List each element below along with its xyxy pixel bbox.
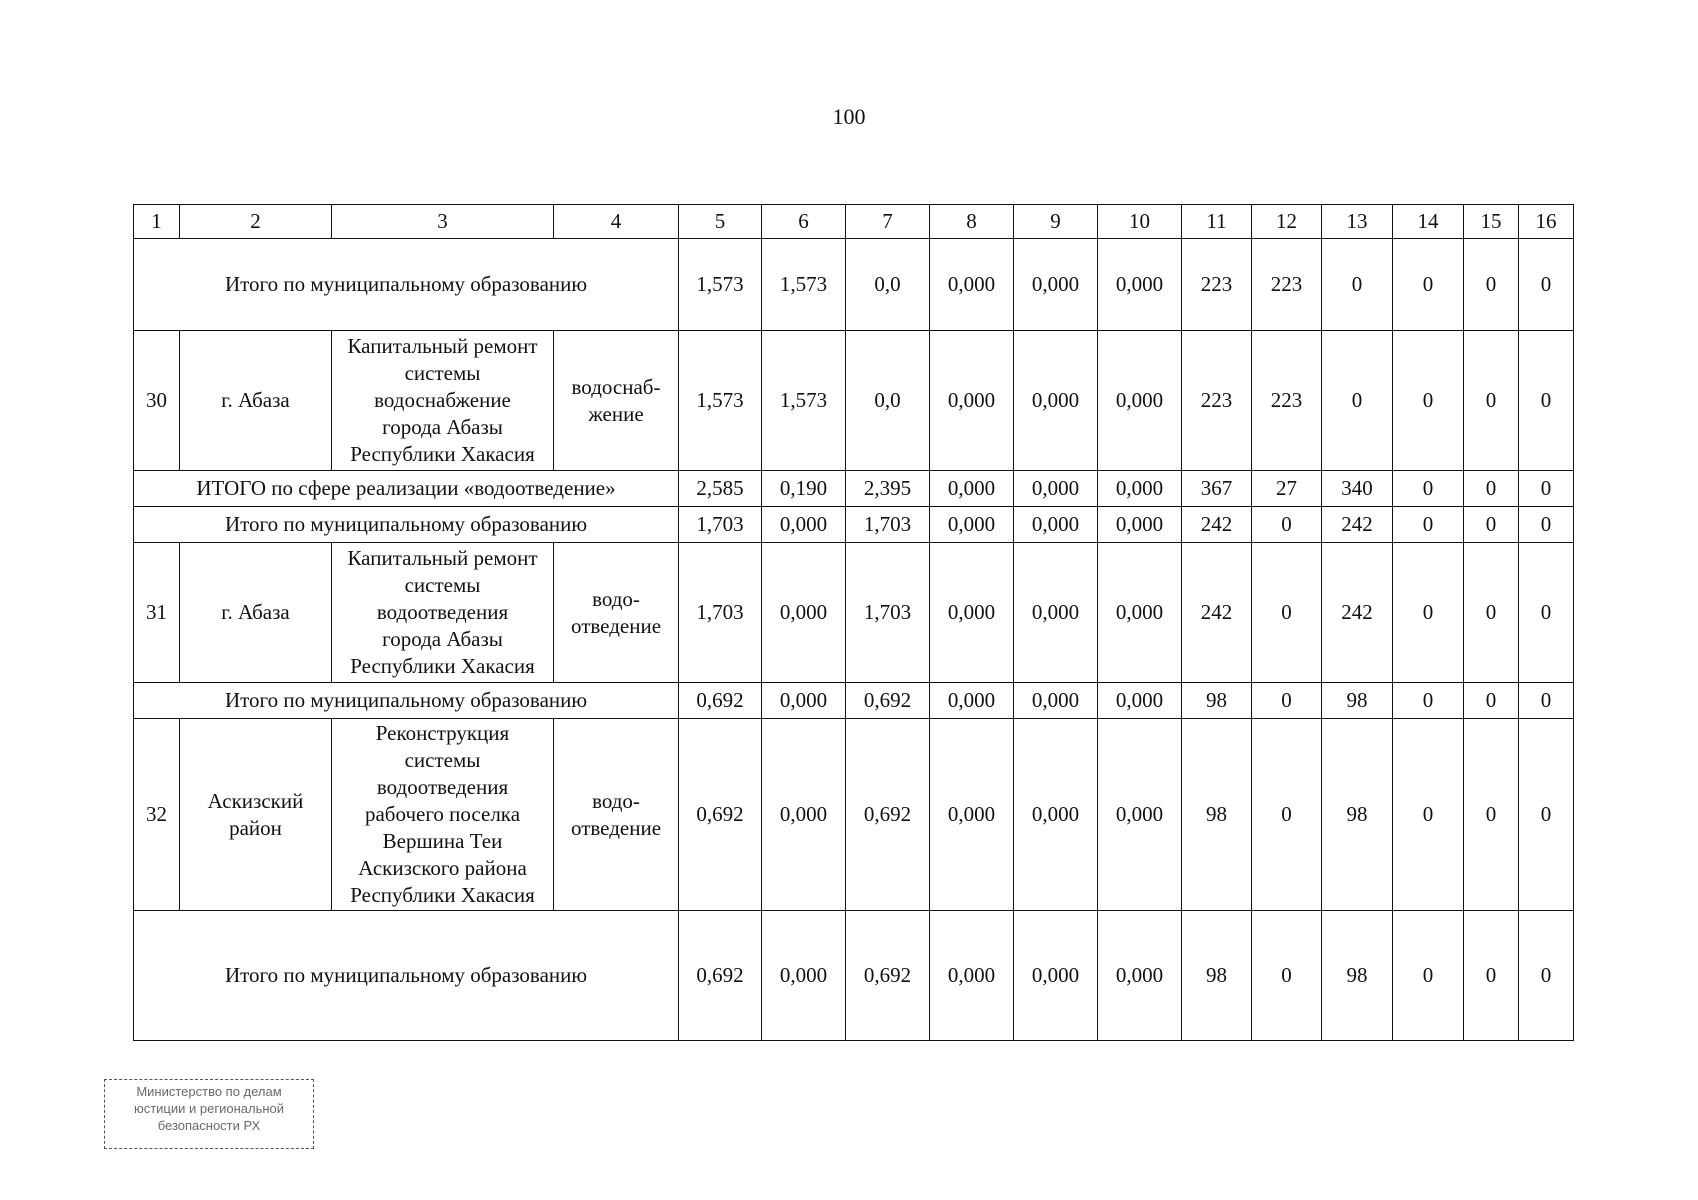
location-cell: г. Абаза xyxy=(180,543,332,683)
value-cell: 1,703 xyxy=(846,507,930,543)
column-number: 15 xyxy=(1464,205,1519,239)
value-cell: 1,573 xyxy=(679,331,762,471)
value-cell: 0,000 xyxy=(762,683,846,719)
value-cell: 367 xyxy=(1182,471,1252,507)
value-cell: 0 xyxy=(1464,911,1519,1041)
value-cell: 0,000 xyxy=(762,719,846,911)
value-cell: 0 xyxy=(1464,239,1519,331)
subtotal-row xyxy=(134,507,1574,543)
location-line: район xyxy=(229,815,282,840)
value-cell: 0,692 xyxy=(846,911,930,1041)
value-cell: 0 xyxy=(1464,719,1519,911)
value-cell: 98 xyxy=(1322,683,1393,719)
project-line: рабочего поселка xyxy=(364,802,521,826)
column-number: 14 xyxy=(1393,205,1464,239)
value-cell: 0,000 xyxy=(1098,543,1182,683)
value-cell: 0,000 xyxy=(930,911,1014,1041)
value-cell: 223 xyxy=(1182,239,1252,331)
value-cell: 223 xyxy=(1252,239,1322,331)
column-number: 8 xyxy=(930,205,1014,239)
value-cell: 0,000 xyxy=(1098,331,1182,471)
value-cell: 0,692 xyxy=(846,719,930,911)
value-cell: 223 xyxy=(1182,331,1252,471)
project-line: Республики Хакасия xyxy=(350,442,535,466)
project-line: системы xyxy=(404,748,481,772)
sphere-cell xyxy=(554,331,679,471)
project-line: Реконструкция xyxy=(375,721,510,745)
project-row xyxy=(134,331,1574,471)
value-cell: 0 xyxy=(1393,683,1464,719)
value-cell: 0 xyxy=(1464,331,1519,471)
column-number: 12 xyxy=(1252,205,1322,239)
value-cell: 0,000 xyxy=(930,331,1014,471)
project-row xyxy=(134,719,1574,911)
value-cell: 98 xyxy=(1322,719,1393,911)
column-number: 5 xyxy=(679,205,762,239)
value-cell: 98 xyxy=(1182,911,1252,1041)
value-cell: 0,000 xyxy=(930,239,1014,331)
sphere-cell xyxy=(554,543,679,683)
value-cell: 0 xyxy=(1252,507,1322,543)
page-number: 100 xyxy=(832,104,866,129)
value-cell: 98 xyxy=(1182,719,1252,911)
row-number: 30 xyxy=(134,331,180,471)
project-line: водоотведения xyxy=(376,600,509,624)
project-line: Вершина Теи xyxy=(382,829,503,853)
location-cell: г. Абаза xyxy=(180,331,332,471)
subtotal-row xyxy=(134,683,1574,719)
value-cell: 98 xyxy=(1322,911,1393,1041)
project-line: Республики Хакасия xyxy=(350,654,535,678)
column-number: 1 xyxy=(134,205,180,239)
value-cell: 0,000 xyxy=(930,471,1014,507)
value-cell: 0,000 xyxy=(1098,911,1182,1041)
value-cell: 0,000 xyxy=(930,683,1014,719)
location-line: Аскизский xyxy=(207,788,304,813)
column-number: 3 xyxy=(332,205,554,239)
value-cell: 0,000 xyxy=(1014,683,1098,719)
value-cell: 0,692 xyxy=(679,719,762,911)
column-number: 11 xyxy=(1182,205,1252,239)
column-number: 6 xyxy=(762,205,846,239)
value-cell: 0,0 xyxy=(846,331,930,471)
column-number: 4 xyxy=(554,205,679,239)
value-cell: 0,000 xyxy=(1014,471,1098,507)
value-cell: 0 xyxy=(1519,239,1574,331)
location-cell xyxy=(180,719,332,911)
value-cell: 0,692 xyxy=(846,683,930,719)
value-cell: 0,190 xyxy=(762,471,846,507)
value-cell: 0 xyxy=(1519,331,1574,471)
value-cell: 0 xyxy=(1519,911,1574,1041)
project-line: системы xyxy=(404,361,481,385)
value-cell: 0,000 xyxy=(1014,507,1098,543)
value-cell: 223 xyxy=(1252,331,1322,471)
sphere-line: жение xyxy=(588,401,644,426)
row-label: Итого по муниципальному образованию xyxy=(134,239,679,331)
value-cell: 0,000 xyxy=(762,543,846,683)
value-cell: 0,000 xyxy=(1098,471,1182,507)
value-cell: 27 xyxy=(1252,471,1322,507)
value-cell: 0,000 xyxy=(1014,239,1098,331)
value-cell: 0,000 xyxy=(1014,331,1098,471)
project-line: города Абазы xyxy=(382,627,503,651)
value-cell: 0,0 xyxy=(846,239,930,331)
row-label: ИТОГО по сфере реализации «водоотведение» xyxy=(134,471,679,507)
project-line: водоснабжение xyxy=(374,388,511,412)
value-cell: 2,585 xyxy=(679,471,762,507)
row-label: Итого по муниципальному образованию xyxy=(134,683,679,719)
value-cell: 1,703 xyxy=(846,543,930,683)
value-cell: 0,000 xyxy=(930,507,1014,543)
value-cell: 0 xyxy=(1393,911,1464,1041)
value-cell: 0,000 xyxy=(1014,719,1098,911)
project-cell xyxy=(332,719,554,911)
project-line: Республики Хакасия xyxy=(350,883,535,907)
column-number: 2 xyxy=(180,205,332,239)
value-cell: 2,395 xyxy=(846,471,930,507)
sphere-line: водо- xyxy=(592,788,640,813)
header-row xyxy=(134,205,1574,239)
value-cell: 0,692 xyxy=(679,911,762,1041)
value-cell: 0 xyxy=(1393,507,1464,543)
value-cell: 0,000 xyxy=(1098,683,1182,719)
value-cell: 0 xyxy=(1519,507,1574,543)
value-cell: 0 xyxy=(1322,239,1393,331)
subtotal-row xyxy=(134,911,1574,1041)
value-cell: 0 xyxy=(1519,543,1574,683)
sphere-line: отведение xyxy=(570,815,662,840)
value-cell: 242 xyxy=(1182,507,1252,543)
value-cell: 242 xyxy=(1322,507,1393,543)
sphere-cell xyxy=(554,719,679,911)
value-cell: 0 xyxy=(1252,683,1322,719)
stamp-line: юстиции и региональной xyxy=(133,1101,285,1116)
value-cell: 0 xyxy=(1464,683,1519,719)
value-cell: 0 xyxy=(1252,543,1322,683)
value-cell: 0,692 xyxy=(679,683,762,719)
column-number: 13 xyxy=(1322,205,1393,239)
ministry-stamp xyxy=(104,1079,314,1149)
value-cell: 1,703 xyxy=(679,543,762,683)
value-cell: 242 xyxy=(1322,543,1393,683)
value-cell: 1,573 xyxy=(762,331,846,471)
value-cell: 0 xyxy=(1252,911,1322,1041)
value-cell: 0 xyxy=(1464,471,1519,507)
value-cell: 0 xyxy=(1464,507,1519,543)
value-cell: 0,000 xyxy=(1098,239,1182,331)
project-line: Капитальный ремонт xyxy=(347,546,538,570)
data-table xyxy=(133,204,1574,1041)
sphere-line: водо- xyxy=(592,586,640,611)
project-line: системы xyxy=(404,573,481,597)
value-cell: 98 xyxy=(1182,683,1252,719)
value-cell: 340 xyxy=(1322,471,1393,507)
value-cell: 0,000 xyxy=(1098,719,1182,911)
value-cell: 0 xyxy=(1519,471,1574,507)
value-cell: 0,000 xyxy=(762,507,846,543)
sphere-line: водоснаб- xyxy=(571,374,661,399)
stamp-line: безопасности РХ xyxy=(157,1118,261,1133)
value-cell: 0,000 xyxy=(930,543,1014,683)
column-number: 7 xyxy=(846,205,930,239)
value-cell: 0 xyxy=(1393,719,1464,911)
value-cell: 0 xyxy=(1464,543,1519,683)
value-cell: 0,000 xyxy=(930,719,1014,911)
row-label: Итого по муниципальному образованию xyxy=(134,507,679,543)
sphere-line: отведение xyxy=(570,613,662,638)
value-cell: 0 xyxy=(1519,683,1574,719)
project-line: водоотведения xyxy=(376,775,509,799)
value-cell: 0 xyxy=(1393,239,1464,331)
column-number: 10 xyxy=(1098,205,1182,239)
value-cell: 1,573 xyxy=(679,239,762,331)
project-cell xyxy=(332,543,554,683)
value-cell: 0,000 xyxy=(1014,911,1098,1041)
value-cell: 1,703 xyxy=(679,507,762,543)
column-number: 16 xyxy=(1519,205,1574,239)
value-cell: 0 xyxy=(1519,719,1574,911)
column-number: 9 xyxy=(1014,205,1098,239)
value-cell: 0 xyxy=(1393,471,1464,507)
subtotal-row xyxy=(134,239,1574,331)
value-cell: 242 xyxy=(1182,543,1252,683)
row-number: 32 xyxy=(134,719,180,911)
stamp-line: Министерство по делам xyxy=(136,1084,282,1099)
project-line: Аскизского района xyxy=(358,856,527,880)
project-cell xyxy=(332,331,554,471)
value-cell: 1,573 xyxy=(762,239,846,331)
value-cell: 0 xyxy=(1393,543,1464,683)
row-label: Итого по муниципальному образованию xyxy=(134,911,679,1041)
project-line: Капитальный ремонт xyxy=(347,334,538,358)
project-line: города Абазы xyxy=(382,415,503,439)
value-cell: 0 xyxy=(1393,331,1464,471)
value-cell: 0 xyxy=(1322,331,1393,471)
row-number: 31 xyxy=(134,543,180,683)
value-cell: 0,000 xyxy=(762,911,846,1041)
value-cell: 0 xyxy=(1252,719,1322,911)
total-row xyxy=(134,471,1574,507)
project-row xyxy=(134,543,1574,683)
value-cell: 0,000 xyxy=(1014,543,1098,683)
value-cell: 0,000 xyxy=(1098,507,1182,543)
